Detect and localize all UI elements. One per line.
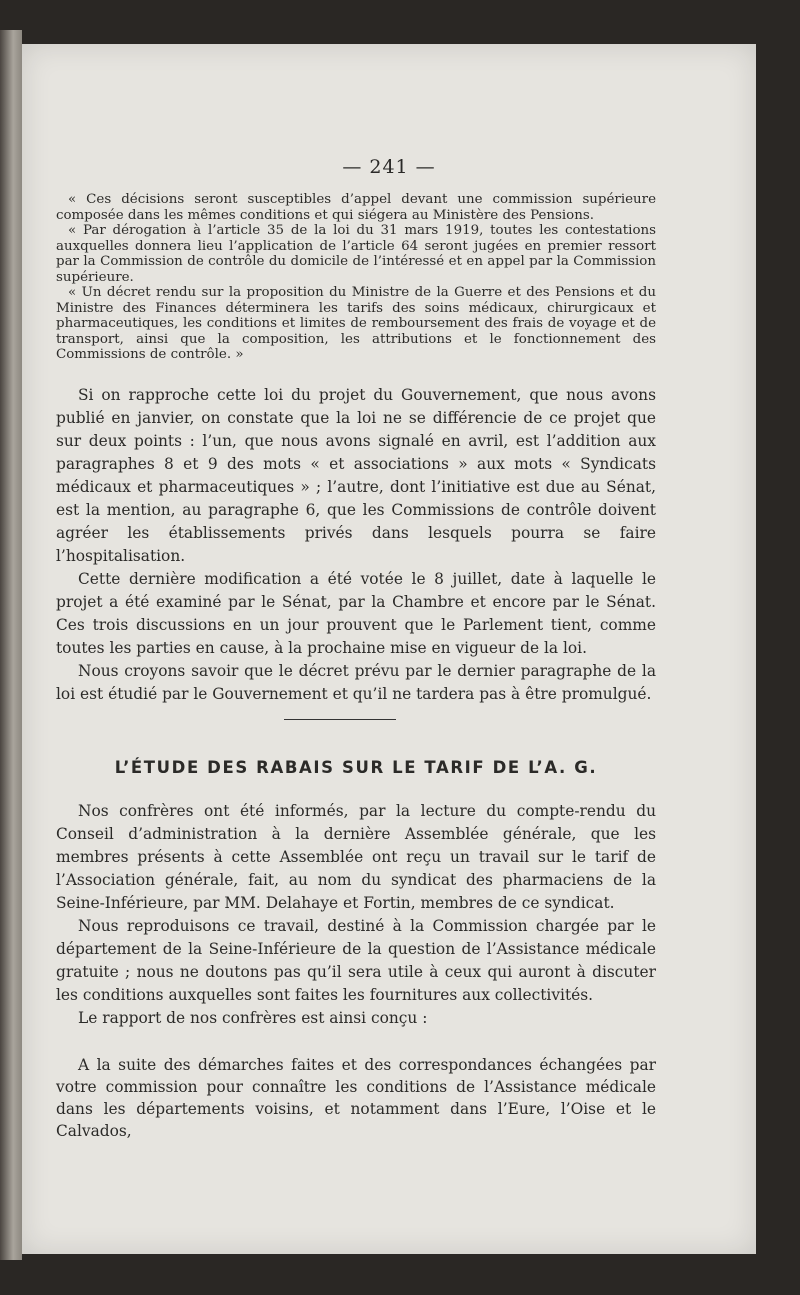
section-paragraph: Le rapport de nos confrères est ainsi conçu : [78, 1009, 428, 1027]
section-title: L’ÉTUDE DES RABAIS SUR LE TARIF DE L’A. G. [114, 758, 598, 777]
section-paragraph: Nos confrères ont été informés, par la lecture du compte-rendu du Conseil d’administration à la dernière Assemblée générale, que les membres présents à cette Assemblée ont reçu un travail sur le tarif de l’Association générale, fait, au nom du syndicat des pharmaciens de la Seine-Inférieure, par MM. Delahaye et Fortin, membres de ce syndicat. [56, 802, 656, 912]
adjacent-page-edge [0, 30, 22, 1260]
quoted-law-text [56, 192, 656, 363]
document-page [22, 44, 756, 1254]
quote-paragraph: « Par dérogation à l’article 35 de la loi du 31 mars 1919, toutes les contestations auxquelles donnera lieu l’application de l’article 64 seront jugées en premier ressort par la Commission de contrôle du domicile de l’intéressé et en appel par la Commission supérieure. [56, 223, 656, 285]
report-paragraph: A la suite des démarches faites et des correspondances échangées par votre commission pour connaître les conditions de l’Assistance médicale dans les départements voisins, et notamment dans l’Eure, l’Oise et le Calvados, [56, 1056, 656, 1140]
section-text [56, 800, 656, 1030]
body-paragraph: Si on rapproche cette loi du projet du Gouvernement, que nous avons publié en janvier, on constate que la loi ne se différencie de ce projet que sur deux points : l’un, que nous avons signalé en avril, est l’addition aux paragraphes 8 et 9 des mots « et associations » aux mots « Syndicats médicaux et pharmaceutiques » ; l’autre, dont l’initiative est due au Sénat, est la mention, au paragraphe 6, que les Commissions de contrôle doivent agréer les établissements privés dans lesquels pourra se faire l’hospitalisation. [56, 386, 656, 565]
body-paragraph: Cette dernière modification a été votée le 8 juillet, date à laquelle le projet a été examiné par le Sénat, par la Chambre et encore par le Sénat. Ces trois discussions en un jour prouvent que le Parlement tient, comme toutes les parties en cause, à la prochaine mise en vigueur de la loi. [56, 570, 656, 657]
commentary-text [56, 384, 656, 706]
body-paragraph: Nous croyons savoir que le décret prévu par le dernier paragraphe de la loi est étudié par le Gouvernement et qu’il ne tardera pas à être promulgué. [56, 662, 656, 703]
report-text [56, 1054, 656, 1142]
section-divider [284, 719, 396, 720]
quote-paragraph: « Un décret rendu sur la proposition du Ministre de la Guerre et des Pensions et du Ministre des Finances déterminera les tarifs des soins médicaux, chirurgicaux et pharmaceutiques, les conditions et limites de remboursement des frais de voyage et de transport, ainsi que la composition, les attributions et le fonctionnement des Commissions de contrôle. » [56, 285, 656, 362]
quote-paragraph: « Ces décisions seront susceptibles d’appel devant une commission supérieure composée dans les mêmes conditions et qui siégera au Ministère des Pensions. [56, 192, 656, 223]
page-number: — 241 — [342, 156, 436, 178]
section-paragraph: Nous reproduisons ce travail, destiné à la Commission chargée par le département de la Seine-Inférieure de la question de l’Assistance médicale gratuite ; nous ne doutons pas qu’il sera utile à ceux qui auront à discuter les conditions auxquelles sont faites les fournitures aux collectivités. [56, 917, 656, 1004]
